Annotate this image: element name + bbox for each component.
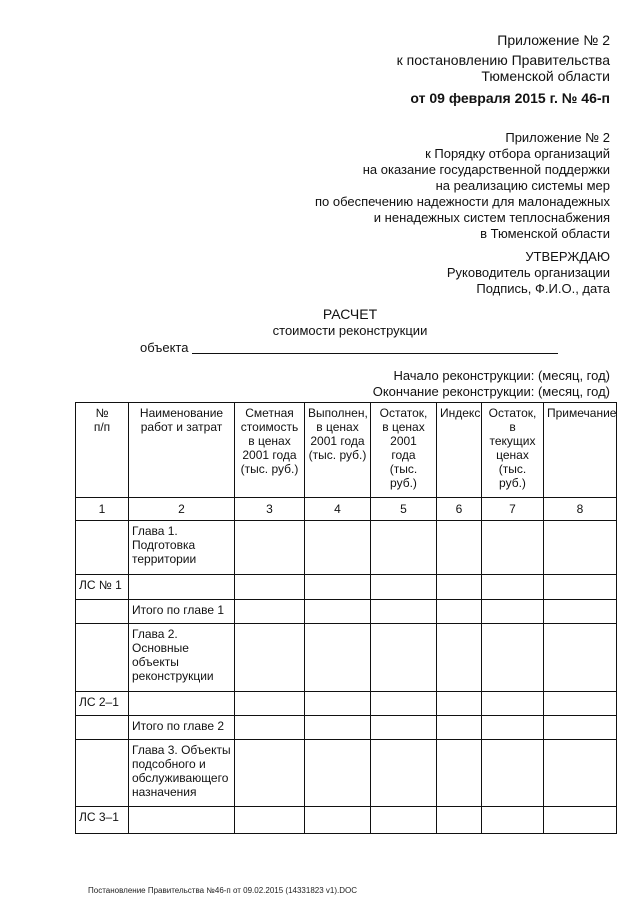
table-row (76, 692, 617, 716)
approval-title: УТВЕРЖДАЮ (525, 249, 610, 264)
header-cell: Индекс (437, 403, 482, 498)
order-line-7: в Тюменской области (480, 226, 610, 241)
row-name: Итого по главе 1 (129, 600, 235, 624)
row-name (129, 575, 235, 600)
row-number (76, 716, 129, 740)
table-row (76, 575, 617, 600)
row-number: ЛС 2–1 (76, 692, 129, 716)
order-line-3: на оказание государственной поддержки (362, 162, 610, 177)
row-name: Глава 2. Основные объекты реконструкции (129, 624, 235, 692)
approval-role: Руководитель организации (446, 265, 610, 280)
table-row (76, 521, 617, 575)
row-name: Итого по главе 2 (129, 716, 235, 740)
row-number (76, 740, 129, 807)
table-row (76, 716, 617, 740)
reconstruction-end: Окончание реконструкции: (месяц, год) (372, 384, 610, 399)
table-row (76, 807, 617, 834)
table-row (76, 740, 617, 807)
order-line-2: к Порядку отбора организаций (425, 146, 610, 161)
header-cell: № п/п (76, 403, 129, 498)
table-row (76, 624, 617, 692)
column-number: 1 (76, 498, 129, 521)
table-number-row (76, 498, 617, 521)
row-number (76, 624, 129, 692)
row-number (76, 600, 129, 624)
cost-table (75, 402, 617, 834)
header-cell: Остаток, в ценах 2001 года (тыс. руб.) (371, 403, 437, 498)
table-row (76, 600, 617, 624)
document-title: РАСЧЕТ (322, 306, 378, 322)
order-line-5: по обеспечению надежности для малонадежных (314, 194, 610, 209)
document-footer: Постановление Правительства №46-п от 09.02.2015 (14331823 v1).DOC (88, 886, 358, 895)
object-underline (192, 353, 558, 354)
order-appendix-number: Приложение № 2 (505, 130, 610, 145)
row-name (129, 807, 235, 834)
row-name: Глава 3. Объекты подсобного и обслуживающего назначения (129, 740, 235, 807)
column-number: 6 (437, 498, 482, 521)
reconstruction-start: Начало реконструкции: (месяц, год) (393, 368, 610, 383)
column-number: 3 (235, 498, 305, 521)
appendix-date-number: от 09 февраля 2015 г. № 46-п (410, 90, 610, 106)
column-number: 7 (482, 498, 544, 521)
order-line-6: и ненадежных систем теплоснабжения (373, 210, 610, 225)
column-number: 8 (544, 498, 617, 521)
column-number: 5 (371, 498, 437, 521)
appendix-decree-ref: к постановлению Правительства (396, 52, 610, 68)
column-number: 4 (305, 498, 371, 521)
column-number: 2 (129, 498, 235, 521)
header-cell: Наименование работ и затрат (129, 403, 235, 498)
appendix-number: Приложение № 2 (497, 32, 610, 48)
row-number: ЛС 3–1 (76, 807, 129, 834)
row-name (129, 692, 235, 716)
document-subtitle: стоимости реконструкции (272, 323, 428, 338)
header-cell: Остаток, в текущих ценах (тыс. руб.) (482, 403, 544, 498)
row-number: ЛС № 1 (76, 575, 129, 600)
header-cell: Сметная стоимость в ценах 2001 года (тыс. руб.) (235, 403, 305, 498)
header-cell: Выполнен, в ценах 2001 года (тыс. руб.) (305, 403, 371, 498)
row-number (76, 521, 129, 575)
header-cell: Примечание (544, 403, 617, 498)
row-name: Глава 1. Подготовка территории (129, 521, 235, 575)
table-header-row (76, 403, 617, 498)
approval-signature: Подпись, Ф.И.О., дата (476, 281, 610, 296)
object-label: объекта (140, 340, 189, 355)
order-line-4: на реализацию системы мер (435, 178, 610, 193)
appendix-region: Тюменской области (481, 68, 610, 84)
